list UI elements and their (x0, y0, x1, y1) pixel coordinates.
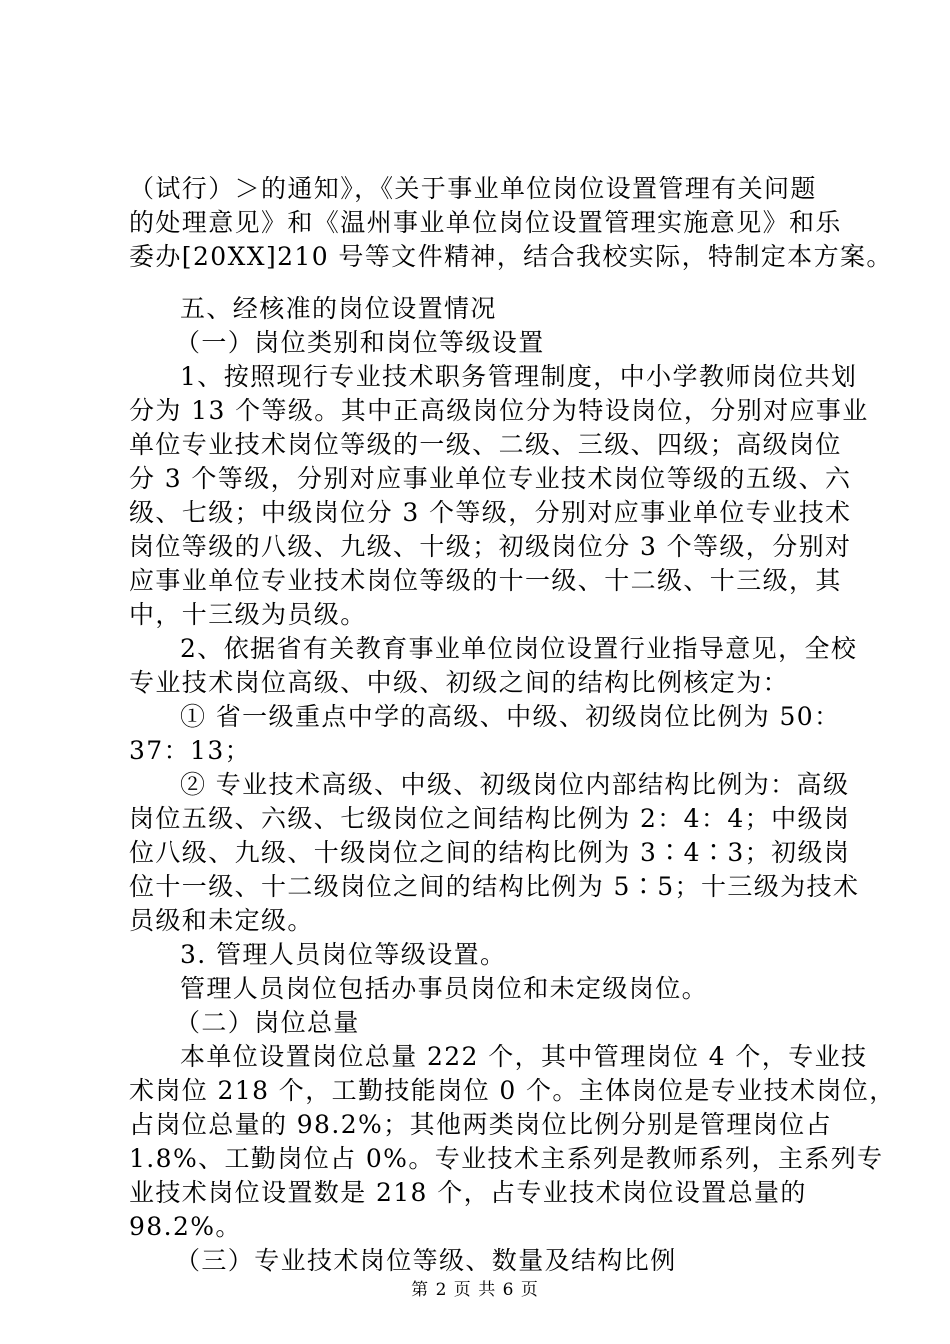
section-heading: 五、经核准的岗位设置情况 (180, 294, 497, 323)
body-text-line: 术岗位 218 个，工勤技能岗位 0 个。主体岗位是专业技术岗位， (129, 1076, 896, 1105)
body-text-line: 单位专业技术岗位等级的一级、二级、三级、四级；高级岗位 (129, 430, 842, 459)
body-text-line: 37：13； (129, 736, 252, 765)
body-text-line: 的处理意见》和《温州事业单位岗位设置管理实施意见》和乐 (129, 208, 842, 237)
body-text-line: 岗位等级的八级、九级、十级；初级岗位分 3 个等级，分别对 (129, 532, 852, 561)
body-text-line: 管理人员岗位包括办事员岗位和未定级岗位。 (180, 974, 709, 1003)
body-text-line: 岗位五级、六级、七级岗位之间结构比例为 2：4：4；中级岗 (129, 804, 851, 833)
body-text-line: 3. 管理人员岗位等级设置。 (180, 940, 507, 969)
body-text-line: ① 省一级重点中学的高级、中级、初级岗位比例为 50： (180, 702, 841, 731)
body-text-line: 应事业单位专业技术岗位等级的十一级、十二级、十三级，其 (129, 566, 842, 595)
body-text-line: 98.2%。 (129, 1212, 242, 1241)
body-text-line: 中，十三级为员级。 (129, 600, 367, 629)
body-text-line: 本单位设置岗位总量 222 个，其中管理岗位 4 个，专业技 (180, 1042, 868, 1071)
body-text-line: 占岗位总量的 98.2%；其他两类岗位比例分别是管理岗位占 (129, 1110, 832, 1139)
body-text-line: ② 专业技术高级、中级、初级岗位内部结构比例为：高级 (180, 770, 850, 799)
subsection-heading: （一）岗位类别和岗位等级设置 (175, 328, 545, 357)
body-text-line: （试行）＞的通知》，《关于事业单位岗位设置管理有关问题 (129, 174, 817, 203)
subsection-heading: （二）岗位总量 (175, 1008, 360, 1037)
body-text-line: 分 3 个等级，分别对应事业单位专业技术岗位等级的五级、六 (129, 464, 852, 493)
body-text-line: 位八级、九级、十级岗位之间的结构比例为 3∶4∶3；初级岗 (129, 838, 851, 867)
body-text-line: 2、依据省有关教育事业单位岗位设置行业指导意见，全校 (180, 634, 858, 663)
body-text-line: 1.8%、工勤岗位占 0%。专业技术主系列是教师系列，主系列专 (129, 1144, 884, 1173)
body-text-line: 委办[20XX]210 号等文件精神，结合我校实际，特制定本方案。 (129, 242, 893, 271)
body-text-line: 分为 13 个等级。其中正高级岗位分为特设岗位，分别对应事业 (129, 396, 869, 425)
subsection-heading: （三）专业技术岗位等级、数量及结构比例 (175, 1246, 677, 1275)
body-text-line: 专业技术岗位高级、中级、初级之间的结构比例核定为： (129, 668, 790, 697)
body-text-line: 业技术岗位设置数是 218 个，占专业技术岗位设置总量的 (129, 1178, 807, 1207)
body-text-line: 1、按照现行专业技术职务管理制度，中小学教师岗位共划 (180, 362, 858, 391)
body-text-line: 员级和未定级。 (129, 906, 314, 935)
body-text-line: 级、七级；中级岗位分 3 个等级，分别对应事业单位专业技术 (129, 498, 852, 527)
body-text-line: 位十一级、十二级岗位之间的结构比例为 5∶5；十三级为技术 (129, 872, 860, 901)
page-footer: 第 2 页 共 6 页 (411, 1280, 539, 1300)
